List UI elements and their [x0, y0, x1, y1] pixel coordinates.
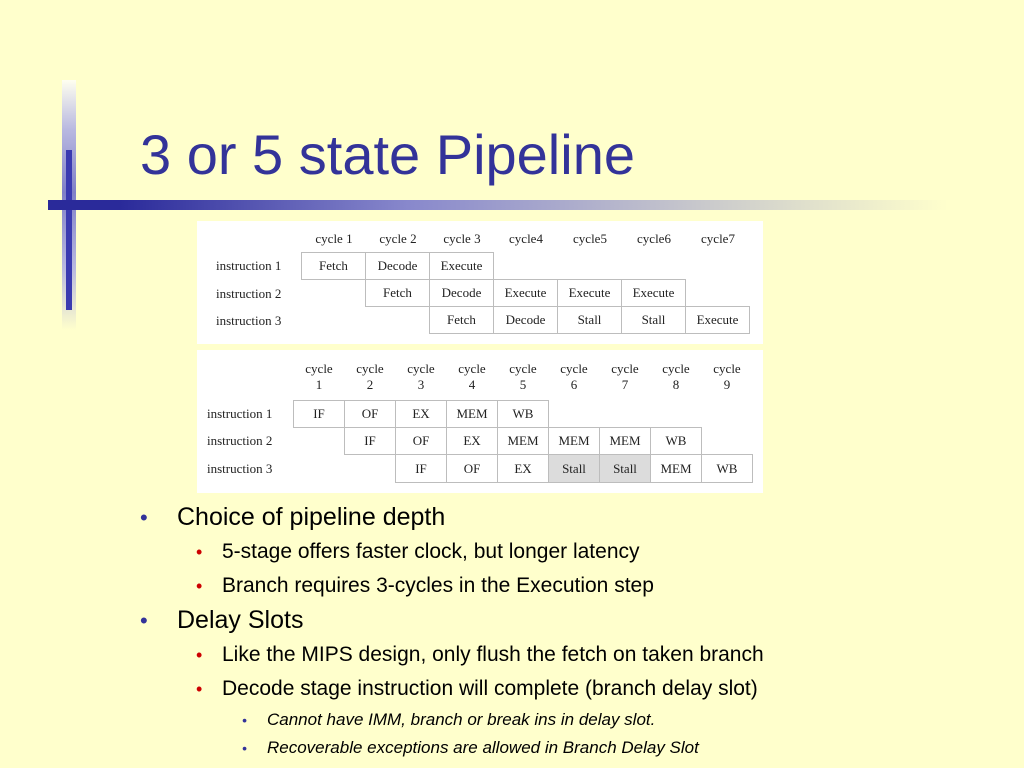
- bullet-text: Like the MIPS design, only flush the fetch on taken branch: [222, 643, 764, 666]
- table2-cell: WB: [701, 454, 753, 483]
- table2-cell: MEM: [599, 427, 651, 455]
- bullet-icon: •: [242, 740, 247, 756]
- table2-header-number: 1: [315, 377, 323, 392]
- bullet-text: Recoverable exceptions are allowed in Branch Delay Slot: [267, 738, 699, 757]
- bullet-item: [140, 500, 1010, 535]
- bullet-icon: •: [196, 576, 203, 596]
- sub-sub-bullet-item: [140, 734, 1010, 762]
- table2-header-cycle8: [651, 361, 701, 393]
- bullet-icon: •: [196, 645, 203, 665]
- table2-header-cycle9: [702, 361, 752, 393]
- table1-cell: Execute: [621, 279, 686, 307]
- table1-cell: Stall: [621, 306, 686, 334]
- table2-cell: OF: [446, 454, 498, 483]
- table2-header-word: cycle: [662, 361, 690, 376]
- sub-bullet-item: [140, 535, 1010, 569]
- table1-header-cycle7: cycle7: [701, 231, 735, 246]
- table1-cell: Stall: [557, 306, 622, 334]
- bullet-text: Choice of pipeline depth: [177, 503, 446, 531]
- table2-header-number: 4: [468, 377, 476, 392]
- table2-cell-stall: Stall: [599, 454, 651, 483]
- table2-header-cycle1: [294, 361, 344, 393]
- table2-cell: MEM: [446, 400, 498, 428]
- table2-header-number: 2: [366, 377, 374, 392]
- table2-row-label: instruction 1: [207, 406, 273, 421]
- table2-header-word: cycle: [407, 361, 435, 376]
- bullet-text: Delay Slots: [177, 606, 304, 634]
- table1-cell: Execute: [685, 306, 750, 334]
- table1-cell: Execute: [557, 279, 622, 307]
- table2-cell: IF: [395, 454, 447, 483]
- table1-row-label: instruction 1: [216, 258, 282, 273]
- table2-cell: MEM: [650, 454, 702, 483]
- table2-header-number: 8: [672, 377, 680, 392]
- table2-header-cycle2: [345, 361, 395, 393]
- slide-title: 3 or 5 state Pipeline: [140, 123, 635, 186]
- table1-row-label: instruction 2: [216, 286, 282, 301]
- sub-bullet-item: [140, 638, 1010, 672]
- table2-header-word: cycle: [509, 361, 537, 376]
- table2-header-number: 5: [519, 377, 527, 392]
- table2-cell: OF: [344, 400, 396, 428]
- bullet-item: [140, 603, 1010, 638]
- table2-cell: IF: [293, 400, 345, 428]
- table2-cell: MEM: [497, 427, 549, 455]
- table2-header-number: 3: [417, 377, 425, 392]
- table2-cell: EX: [395, 400, 447, 428]
- table2-header-word: cycle: [560, 361, 588, 376]
- table2-header-number: 9: [723, 377, 731, 392]
- bullet-icon: •: [196, 679, 203, 699]
- table2-header-cycle3: [396, 361, 446, 393]
- table2-header-cycle6: [549, 361, 599, 393]
- bullet-text: Decode stage instruction will complete (branch delay slot): [222, 677, 758, 700]
- table1-cell: Decode: [493, 306, 558, 334]
- bullet-icon: •: [140, 608, 148, 633]
- table2-cell: WB: [650, 427, 702, 455]
- table2-cell: EX: [446, 427, 498, 455]
- table2-header-cycle4: [447, 361, 497, 393]
- table2-header-word: cycle: [356, 361, 384, 376]
- table2-cell: OF: [395, 427, 447, 455]
- bullet-text: Branch requires 3-cycles in the Execution step: [222, 574, 654, 597]
- bullet-text: Cannot have IMM, branch or break ins in delay slot.: [267, 710, 656, 729]
- table1-cell: Fetch: [365, 279, 430, 307]
- pipeline-table-5-stage: [197, 350, 763, 493]
- table1-header-cycle2: cycle 2: [379, 231, 417, 246]
- table2-header-cycle7: [600, 361, 650, 393]
- table1-cell: Fetch: [301, 252, 366, 280]
- table2-header-word: cycle: [305, 361, 333, 376]
- bullet-text: 5-stage offers faster clock, but longer latency: [222, 540, 640, 563]
- table2-cell: WB: [497, 400, 549, 428]
- table1-header-cycle6: cycle6: [637, 231, 671, 246]
- bullet-icon: •: [242, 712, 247, 728]
- pipeline-table-3-stage: [197, 221, 763, 344]
- table1-cell: Fetch: [429, 306, 494, 334]
- table2-header-word: cycle: [713, 361, 741, 376]
- bullet-icon: •: [196, 542, 203, 562]
- table2-row-label: instruction 2: [207, 433, 273, 448]
- table2-header-cycle5: [498, 361, 548, 393]
- table1-cell: Execute: [493, 279, 558, 307]
- sub-sub-bullet-item: [140, 706, 1010, 734]
- table2-row-label: instruction 3: [207, 461, 273, 476]
- table1-header-cycle5: cycle5: [573, 231, 607, 246]
- table2-cell: MEM: [548, 427, 600, 455]
- table1-cell: Execute: [429, 252, 494, 280]
- table2-header-number: 7: [621, 377, 629, 392]
- table1-header-cycle4: cycle4: [509, 231, 543, 246]
- table2-cell: IF: [344, 427, 396, 455]
- table1-cell: Decode: [429, 279, 494, 307]
- table2-header-word: cycle: [458, 361, 486, 376]
- table1-header-cycle3: cycle 3: [443, 231, 481, 246]
- bullet-icon: •: [140, 505, 148, 530]
- decorative-vertical-bar-core: [66, 150, 72, 310]
- sub-bullet-item: [140, 672, 1010, 706]
- table2-header-number: 6: [570, 377, 578, 392]
- table1-row-label: instruction 3: [216, 313, 282, 328]
- table2-cell-stall: Stall: [548, 454, 600, 483]
- table2-header-word: cycle: [611, 361, 639, 376]
- table2-cell: EX: [497, 454, 549, 483]
- decorative-horizontal-bar: [48, 200, 948, 210]
- table1-cell: Decode: [365, 252, 430, 280]
- table1-header-cycle1: cycle 1: [315, 231, 353, 246]
- bullet-list: [140, 500, 1010, 762]
- sub-bullet-item: [140, 569, 1010, 603]
